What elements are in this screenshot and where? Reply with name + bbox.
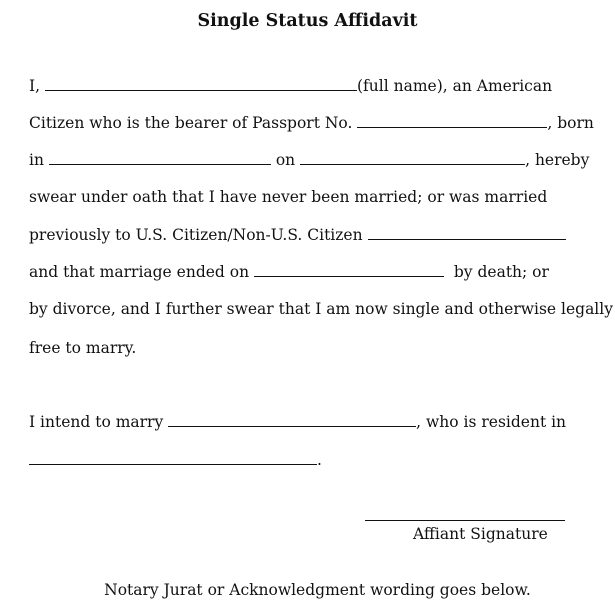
marriage-end-date-blank[interactable]	[254, 262, 444, 277]
text-marriage-ended: and that marriage ended on	[29, 263, 250, 281]
line-divorce: by divorce, and I further swear that I am now single and otherwise legally	[29, 300, 613, 318]
line-birth	[29, 150, 589, 170]
line-residence	[29, 450, 322, 470]
line-passport	[29, 113, 594, 133]
previous-spouse-blank[interactable]	[368, 225, 566, 240]
residence-blank[interactable]	[29, 450, 317, 465]
birth-place-blank[interactable]	[49, 150, 271, 165]
birth-date-blank[interactable]	[300, 150, 525, 165]
text-hereby: , hereby	[525, 151, 590, 169]
text-previously: previously to U.S. Citizen/Non-U.S. Citizen	[29, 226, 363, 244]
full-name-blank[interactable]	[45, 76, 357, 91]
line-oath: swear under oath that I have never been married; or was married	[29, 188, 548, 206]
line-intend-to-marry	[29, 412, 566, 432]
text-born: , born	[547, 114, 594, 132]
document-title: Single Status Affidavit	[197, 11, 418, 31]
text-passport-bearer: Citizen who is the bearer of Passport No.	[29, 114, 353, 132]
signature-line[interactable]	[365, 520, 565, 521]
text-on: on	[275, 151, 296, 169]
text-intend: I intend to marry	[29, 413, 164, 431]
intended-spouse-blank[interactable]	[168, 412, 416, 427]
line-free-to-marry: free to marry.	[29, 339, 137, 357]
text-i: I,	[29, 77, 41, 95]
line-previous-spouse	[29, 225, 566, 245]
text-resident-in: , who is resident in	[416, 413, 567, 431]
text-full-name-american: (full name), an American	[357, 77, 553, 95]
line-full-name	[29, 76, 552, 96]
notary-note: Notary Jurat or Acknowledgment wording goes below.	[104, 581, 531, 599]
affiant-signature-label: Affiant Signature	[413, 525, 548, 543]
line-marriage-ended	[29, 262, 549, 282]
passport-number-blank[interactable]	[357, 113, 547, 128]
text-period: .	[317, 451, 322, 469]
text-in: in	[29, 151, 44, 169]
text-by-death: by death; or	[453, 263, 549, 281]
